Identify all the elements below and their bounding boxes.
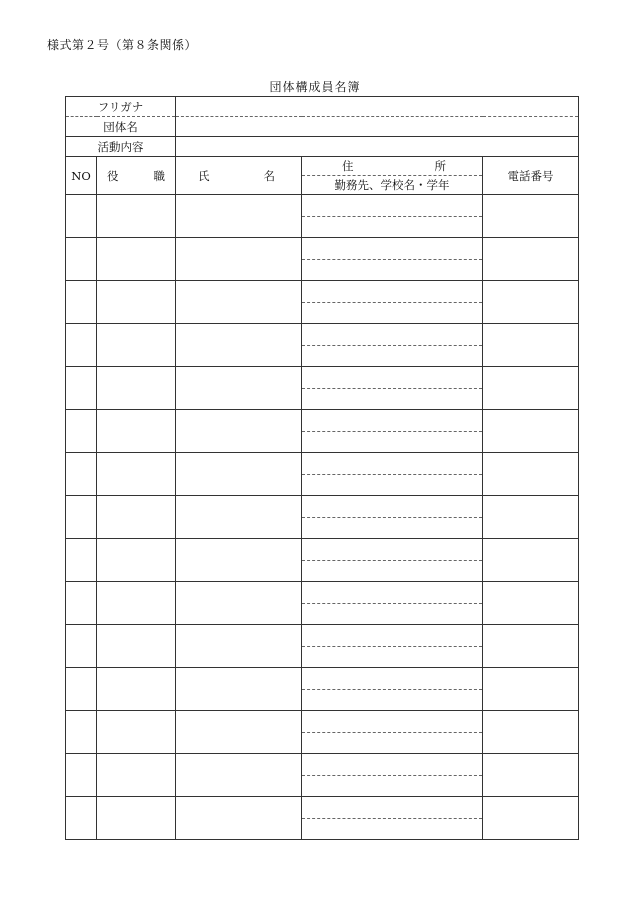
- row-position-cell[interactable]: [97, 711, 176, 754]
- address-field[interactable]: [302, 195, 482, 217]
- address-char-2: 所: [434, 159, 446, 173]
- row-phone-cell[interactable]: [483, 754, 579, 797]
- form-number: 様式第２号（第８条関係）: [47, 38, 198, 52]
- table-row: [66, 625, 579, 668]
- row-no-cell[interactable]: [66, 582, 97, 625]
- row-no-cell[interactable]: [66, 238, 97, 281]
- workplace-field[interactable]: [302, 475, 482, 496]
- table-row: [66, 238, 579, 281]
- row-name-cell[interactable]: [176, 410, 302, 453]
- workplace-field[interactable]: [302, 733, 482, 754]
- page-title: 団体構成員名簿: [269, 80, 361, 94]
- workplace-field[interactable]: [302, 561, 482, 582]
- row-phone-cell[interactable]: [483, 668, 579, 711]
- address-field[interactable]: [302, 754, 482, 776]
- row-name-cell[interactable]: [176, 238, 302, 281]
- row-name-cell[interactable]: [176, 281, 302, 324]
- row-phone-cell[interactable]: [483, 367, 579, 410]
- row-position-cell[interactable]: [97, 238, 176, 281]
- workplace-label: 勤務先、学校名・学年: [334, 178, 450, 192]
- row-no-cell[interactable]: [66, 668, 97, 711]
- workplace-field[interactable]: [302, 776, 482, 797]
- position-char-1: 役: [107, 168, 119, 183]
- row-phone-cell[interactable]: [483, 582, 579, 625]
- row-address-cell: [302, 324, 483, 367]
- table-row: [66, 797, 579, 840]
- workplace-field[interactable]: [302, 819, 482, 840]
- table-row: [66, 195, 579, 238]
- workplace-field[interactable]: [302, 346, 482, 367]
- furigana-label: フリガナ: [66, 97, 176, 117]
- row-address-cell: [302, 625, 483, 668]
- table-row: [66, 453, 579, 496]
- row-phone-cell[interactable]: [483, 711, 579, 754]
- row-no-cell[interactable]: [66, 367, 97, 410]
- table-row: [66, 324, 579, 367]
- member-roster-table: [65, 96, 579, 840]
- row-name-cell[interactable]: [176, 797, 302, 840]
- row-no-cell[interactable]: [66, 281, 97, 324]
- column-header-phone: 電話番号: [483, 157, 579, 195]
- row-phone-cell[interactable]: [483, 324, 579, 367]
- row-name-cell[interactable]: [176, 453, 302, 496]
- activity-field[interactable]: [176, 137, 579, 157]
- row-name-cell[interactable]: [176, 711, 302, 754]
- row-name-cell[interactable]: [176, 625, 302, 668]
- workplace-field[interactable]: [302, 217, 482, 238]
- row-phone-cell[interactable]: [483, 410, 579, 453]
- row-address-cell: [302, 668, 483, 711]
- row-name-cell[interactable]: [176, 539, 302, 582]
- workplace-field[interactable]: [302, 260, 482, 281]
- address-field[interactable]: [302, 324, 482, 346]
- row-no-cell[interactable]: [66, 711, 97, 754]
- table-row: [66, 582, 579, 625]
- column-header-address: [302, 157, 483, 195]
- row-position-cell[interactable]: [97, 539, 176, 582]
- row-no-cell[interactable]: [66, 453, 97, 496]
- row-position-cell[interactable]: [97, 367, 176, 410]
- column-header-name: [176, 157, 302, 195]
- table-row: [66, 668, 579, 711]
- row-phone-cell[interactable]: [483, 453, 579, 496]
- workplace-field[interactable]: [302, 518, 482, 539]
- table-row: [66, 711, 579, 754]
- row-phone-cell[interactable]: [483, 238, 579, 281]
- group-name-label: 団体名: [66, 117, 176, 137]
- row-no-cell[interactable]: [66, 410, 97, 453]
- row-phone-cell[interactable]: [483, 539, 579, 582]
- address-field[interactable]: [302, 238, 482, 260]
- address-field[interactable]: [302, 668, 482, 690]
- table-row: [66, 281, 579, 324]
- row-address-cell: [302, 582, 483, 625]
- row-position-cell[interactable]: [97, 281, 176, 324]
- address-field[interactable]: [302, 625, 482, 647]
- workplace-field[interactable]: [302, 647, 482, 668]
- row-phone-cell[interactable]: [483, 195, 579, 238]
- row-address-cell: [302, 281, 483, 324]
- address-field[interactable]: [302, 281, 482, 303]
- column-header-no: NO: [66, 157, 97, 195]
- row-no-cell[interactable]: [66, 496, 97, 539]
- row-name-cell[interactable]: [176, 324, 302, 367]
- row-position-cell[interactable]: [97, 797, 176, 840]
- table-row: [66, 496, 579, 539]
- row-phone-cell[interactable]: [483, 281, 579, 324]
- row-no-cell[interactable]: [66, 797, 97, 840]
- row-name-cell[interactable]: [176, 582, 302, 625]
- position-char-2: 職: [153, 168, 165, 183]
- workplace-field[interactable]: [302, 690, 482, 711]
- row-position-cell[interactable]: [97, 453, 176, 496]
- row-name-cell[interactable]: [176, 668, 302, 711]
- furigana-field[interactable]: [176, 97, 579, 117]
- row-address-cell: [302, 238, 483, 281]
- row-position-cell[interactable]: [97, 195, 176, 238]
- row-address-cell: [302, 195, 483, 238]
- row-no-cell[interactable]: [66, 754, 97, 797]
- name-char-2: 名: [263, 168, 275, 183]
- row-name-cell[interactable]: [176, 754, 302, 797]
- row-no-cell[interactable]: [66, 195, 97, 238]
- row-position-cell[interactable]: [97, 582, 176, 625]
- group-name-field[interactable]: [176, 117, 579, 137]
- row-position-cell[interactable]: [97, 754, 176, 797]
- activity-label: 活動内容: [66, 137, 176, 157]
- address-field[interactable]: [302, 797, 482, 819]
- workplace-field[interactable]: [302, 604, 482, 625]
- row-no-cell[interactable]: [66, 324, 97, 367]
- row-no-cell[interactable]: [66, 625, 97, 668]
- row-address-cell: [302, 496, 483, 539]
- workplace-field[interactable]: [302, 303, 482, 324]
- workplace-field[interactable]: [302, 389, 482, 410]
- address-field[interactable]: [302, 410, 482, 432]
- row-address-cell: [302, 453, 483, 496]
- table-row: [66, 367, 579, 410]
- row-address-cell: [302, 711, 483, 754]
- address-field[interactable]: [302, 539, 482, 561]
- row-phone-cell[interactable]: [483, 797, 579, 840]
- row-address-cell: [302, 539, 483, 582]
- row-name-cell[interactable]: [176, 496, 302, 539]
- workplace-field[interactable]: [302, 432, 482, 453]
- name-char-1: 氏: [198, 168, 210, 183]
- row-address-cell: [302, 754, 483, 797]
- address-field[interactable]: [302, 711, 482, 733]
- row-no-cell[interactable]: [66, 539, 97, 582]
- address-field[interactable]: [302, 582, 482, 604]
- address-field[interactable]: [302, 496, 482, 518]
- row-phone-cell[interactable]: [483, 625, 579, 668]
- row-position-cell[interactable]: [97, 668, 176, 711]
- row-address-cell: [302, 410, 483, 453]
- table-row: [66, 410, 579, 453]
- address-field[interactable]: [302, 453, 482, 475]
- table-row: [66, 754, 579, 797]
- row-name-cell[interactable]: [176, 367, 302, 410]
- row-position-cell[interactable]: [97, 410, 176, 453]
- row-position-cell[interactable]: [97, 625, 176, 668]
- row-address-cell: [302, 367, 483, 410]
- address-field[interactable]: [302, 367, 482, 389]
- row-name-cell[interactable]: [176, 195, 302, 238]
- table-row: [66, 539, 579, 582]
- row-position-cell[interactable]: [97, 324, 176, 367]
- row-address-cell: [302, 797, 483, 840]
- row-phone-cell[interactable]: [483, 496, 579, 539]
- column-header-position: [97, 157, 176, 195]
- address-char-1: 住: [342, 159, 354, 173]
- row-position-cell[interactable]: [97, 496, 176, 539]
